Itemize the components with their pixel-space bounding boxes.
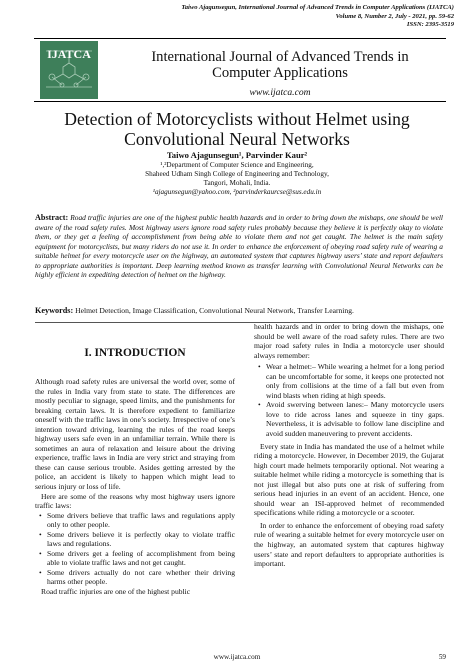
author-names: Taiwo Ajagunsegun¹, Parvinder Kaur² [166, 150, 308, 160]
keywords-label: Keywords: [35, 306, 74, 315]
bullet-icon: • [258, 400, 261, 410]
list-item: • Some drivers get a feeling of accomplishment from being able to violate traffic laws and not get caught. [35, 549, 235, 568]
list-item: • Some drivers believe that traffic laws and regulations apply only to other people. [35, 511, 235, 530]
paper-title [30, 109, 444, 149]
right-paragraph-1: health hazards and in order to bring down the mishaps, one should be well aware of the road safety rules. There are two major road safety rules in India a motorcycle user should always remember: [254, 322, 444, 360]
bullet-icon: • [258, 362, 261, 372]
abstract-label: Abstract: [35, 213, 69, 222]
journal-masthead [34, 38, 446, 102]
right-column [254, 322, 444, 569]
running-header-line3: ISSN: 2395-3519 [406, 21, 454, 29]
intro-paragraph-3: Road traffic injuries are one of the highest public [41, 587, 191, 597]
list-item: • Wear a helmet:– While wearing a helmet for a long period can be uncomfortable for some, it keeps one protected not only from collisions at the time of a fall but even from wind blasts when riding at high speeds. [254, 362, 444, 400]
bullet-icon: • [39, 510, 42, 520]
keywords [35, 306, 443, 316]
intro-paragraph-2: Here are some of the reasons why most highway users ignore traffic laws: [35, 491, 235, 511]
list-item: • Some drivers believe it is perfectly okay to violate traffic laws and regulations. [35, 530, 235, 549]
left-column [35, 377, 235, 597]
bullet-icon: • [39, 548, 42, 558]
running-header [20, 4, 454, 30]
abstract [35, 213, 443, 280]
author-affiliation-location: Tangori, Mohali, India. [203, 179, 271, 187]
paper-title-line2: Convolutional Neural Networks [124, 129, 350, 149]
right-paragraph-3: In order to enhance the enforcement of obeying road safety rule of wearing a suitable helmet for every motorcycle user on the highway, an automated system that captures highway users’ state and report defaulters to appropriate authorities is important. [254, 520, 444, 569]
journal-url[interactable]: www.ijatca.com [249, 87, 311, 98]
running-header-line2: Volume 8, Number 2, July - 2021, pp. 59-62 [335, 12, 454, 20]
list-item: • Some drivers actually do not care whether their driving harms other people. [35, 568, 235, 587]
abstract-text: Road traffic injuries are one of the highest public health hazards and in order to bring down the mishaps, one should be well aware of the road safety rules. Most highway users ignore road safety rules probably because they believe it is perfectly okay to violate them, or they get a feeling of accomplishment from being able to violate them and not get caught. The helmet is the main safety equipment for motorcyclists, but many riders do not use it. In order to enhance the enforcement of obeying road safety rule of wearing a suitable helmet for every motorcycle user on the highway, an automated system that captures highway users’ state and report defaulters to appropriate authorities is important. Deep learning method known as transfer learning with Convolutional Neural Networks can be highly efficient in expediting detection of helmet on the highway. [35, 213, 443, 279]
journal-logo [40, 41, 98, 99]
journal-name-line1: International Journal of Advanced Trends in [151, 49, 409, 65]
right-paragraph-2: Every state in India has mandated the use of a helmet while riding a motorcycle. However, in December 2019, the Gujarat high court made helmets temporarily optional. Not wearing a suitable helmet while riding a motorcycle is something that is not just illegal but also puts one at risk of suffering from serious head injuries in an event of an accident. Hence, one should wear an ISI-approved helmet of recommended specifications while riding a motorcycle or a scooter. [254, 441, 444, 518]
intro-paragraph-1: Although road safety rules are universal the world over, some of the rules in India vary from state to state. The differences are mostly peculiar to signage, speed limits, and the punishments for breaking certain laws. It is therefore expedient to familiarize oneself with the traffic laws in one’s society. Irrespective of one’s intention toward driving, learning the rules of the road keeps highway users safe even in an unfamiliar terrain. While there is sometimes an aura of relaxation and leisure about the driving experience, traffic laws in India are very strict and straying from these can cause serious trouble. Asides getting arrested by the police, an accident is likely to happen which might lead to serious injury or loss of life. [35, 377, 235, 492]
running-header-line1: Taiwo Ajagunsegun, International Journal of Advanced Trends in Computer Applications (IJATCA) [181, 4, 454, 11]
bullet-icon: • [39, 567, 42, 577]
page-number: 59 [438, 653, 446, 661]
author-affiliation-dept: ¹,²Department of Computer Science and Engineering, [160, 161, 314, 169]
keywords-text: Helmet Detection, Image Classification, Convolutional Neural Network, Transfer Learning. [75, 306, 354, 315]
logo-wordmark: IJATCA [47, 47, 91, 61]
list-item: • Avoid swerving between lanes:– Many motorcycle users love to ride across lanes and squeeze in tiny gaps. Nevertheless, it is advisable to follow lane discipline and avoid sudden maneuvering to prevent accidents. [254, 400, 444, 438]
paper-title-line1: Detection of Motorcyclists without Helmet using [64, 109, 410, 129]
journal-name-line2: Computer Applications [212, 65, 348, 81]
footer-url[interactable]: www.ijatca.com [213, 653, 261, 661]
bullet-icon: • [39, 529, 42, 539]
section-heading-introduction: I. INTRODUCTION [84, 347, 186, 359]
journal-name [114, 49, 446, 81]
author-emails[interactable]: ¹ajagunsegun@yahoo.com, ²parvinderkaurcse@sus.edu.in [152, 188, 322, 196]
author-affiliation-college: Shaheed Udham Singh College of Engineering and Technology, [145, 170, 329, 178]
